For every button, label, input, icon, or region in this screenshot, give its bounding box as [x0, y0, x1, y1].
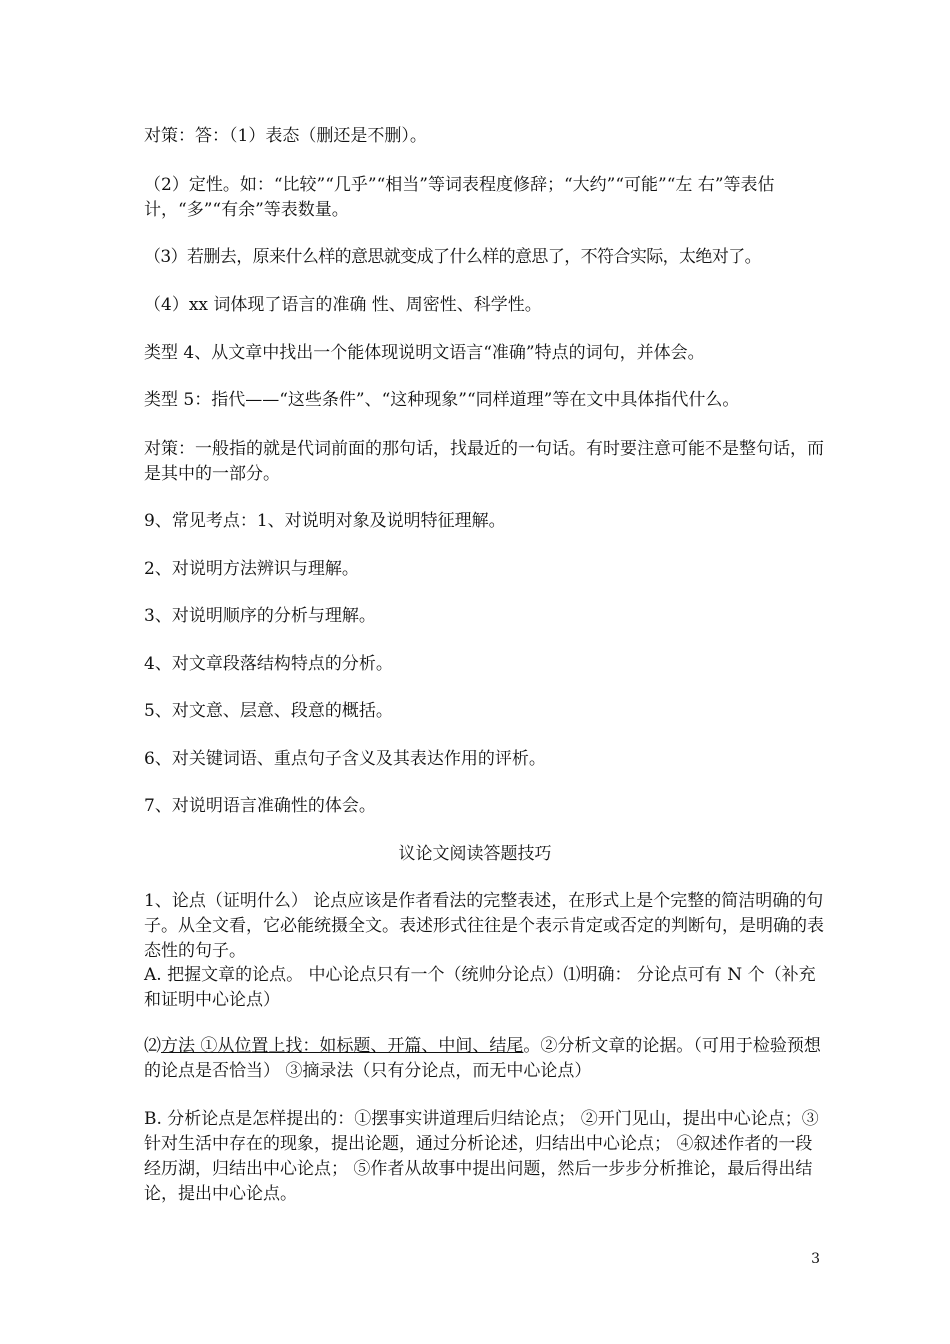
paragraph-common-points: 9、常见考点：1、对说明对象及说明特征理解。 — [144, 511, 506, 531]
paragraph-strategy-answer: 对策：答：（1）表态（删还是不删）。 — [144, 126, 427, 146]
paragraph-method — [144, 1034, 824, 1084]
paragraph-point-6: 6、对关键词语、重点句子含义及其表达作用的评析。 — [144, 749, 546, 769]
paragraph-point-5: 5、对文意、层意、段意的概括。 — [144, 701, 393, 721]
paragraph-point-2: 2、对说明方法辨识与理解。 — [144, 559, 359, 579]
method-rest: 。②分析文章的论据。（可用于检验预想的论点是否恰当） ③摘录法（只有分论点，而无中心论点） — [144, 1036, 821, 1081]
paragraph-grasp-thesis: A. 把握文章的论点。 中心论点只有一个（统帅分论点）⑴明确： 分论点可有 N 个（补充和证明中心论点） — [144, 965, 816, 1010]
paragraph-language-accuracy: （4）xx 词体现了语言的准确 性、周密性、科学性。 — [144, 295, 542, 315]
section-title: 议论文阅读答题技巧 — [398, 844, 552, 864]
paragraph-type-4: 类型 4、从文章中找出一个能体现说明文语言“准确”特点的词句，并体会。 — [144, 343, 705, 363]
paragraph-qualify: （2）定性。如：“比较”“几乎”“相当”等词表程度修辞；“大约”“可能”“左 右”等表估计，“多”“有余”等表数量。 — [144, 175, 775, 220]
paragraph-point-7: 7、对说明语言准确性的体会。 — [144, 796, 376, 816]
method-underlined: 方法 ①从位置上找：如标题、开篇、中间、结尾 — [161, 1036, 524, 1056]
method-prefix: ⑵ — [144, 1036, 161, 1056]
paragraph-point-3: 3、对说明顺序的分析与理解。 — [144, 606, 376, 626]
paragraph-point-4: 4、对文章段落结构特点的分析。 — [144, 654, 393, 674]
paragraph-strategy-pronoun: 对策：一般指的就是代词前面的那句话，找最近的一句话。有时要注意可能不是整句话，而是其中的一部分。 — [144, 439, 824, 484]
paragraph-how-thesis-raised: B. 分析论点是怎样提出的：①摆事实讲道理后归结论点； ②开门见山，提出中心论点；③针对生活中存在的现象，提出论题，通过分析论述，归结出中心论点； ④叙述作者的一段经历湖，归结出中心论点； ⑤作者从故事中提出问题，然后一步步分析推论，最后得出结论，提出中心论点。 — [144, 1109, 819, 1204]
paragraph-delete-effect: （3）若删去，原来什么样的意思就变成了什么样的意思了，不符合实际，太绝对了。 — [144, 247, 762, 267]
paragraph-thesis: 1、论点（证明什么） 论点应该是作者看法的完整表述，在形式上是个完整的简洁明确的句子。从全文看，它必能统摄全文。表述形式往往是个表示肯定或否定的判断句，是明确的表态性的句子。 — [144, 891, 824, 961]
paragraph-type-5: 类型 5：指代——“这些条件”、“这种现象”“同样道理”等在文中具体指代什么。 — [144, 390, 740, 410]
page-number: 3 — [811, 1251, 820, 1267]
